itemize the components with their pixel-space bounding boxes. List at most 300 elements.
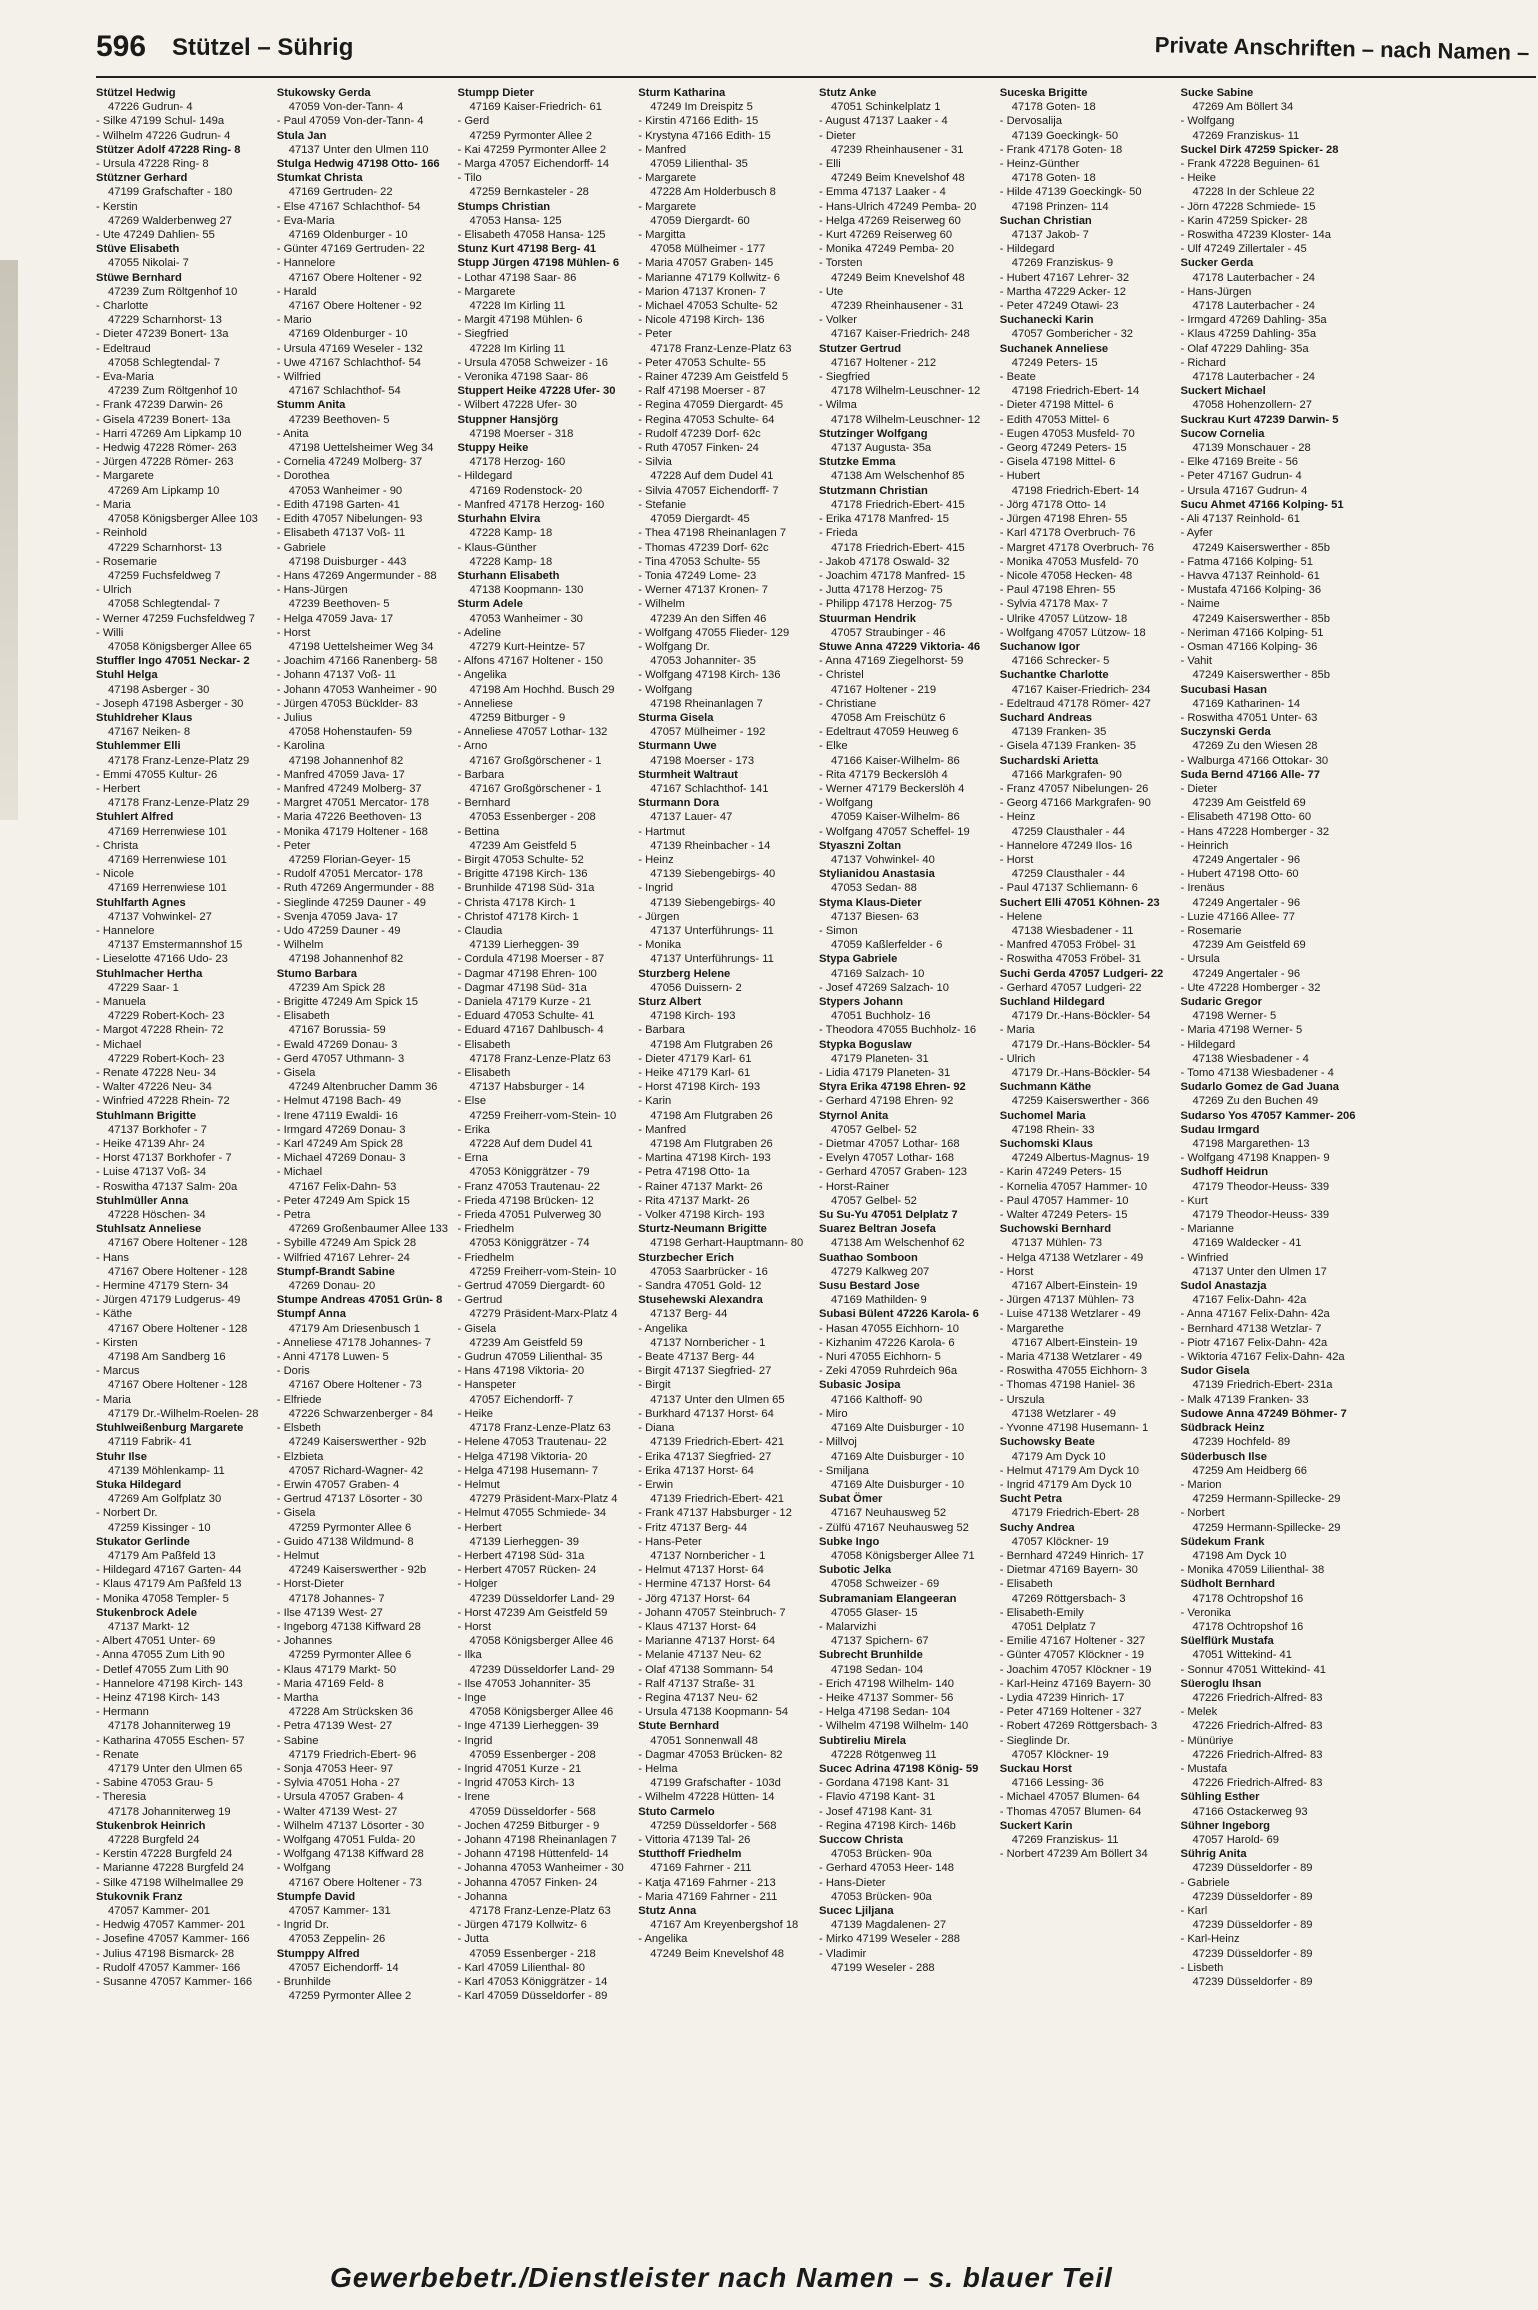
entry-person: - Kerstin 47228 Burgfeld 24 [96, 1848, 233, 1861]
entry-surname: Stuhlfarth Agnes [96, 896, 186, 909]
entry-surname: Suchan Christian [999, 214, 1092, 227]
entry-person: - Alfons 47167 Holtener - 150 [457, 655, 604, 668]
entry-person: - Kai 47259 Pyrmonter Allee 2 [457, 143, 607, 156]
entry-person: - Margarete [638, 172, 697, 185]
header-rule [96, 76, 1536, 78]
entry-address: 47198 Prinzen- 114 [1011, 200, 1109, 213]
entry-address: 47137 Mühlen- 73 [1011, 1237, 1102, 1250]
entry-address: 47198 Uettelsheimer Weg 34 [288, 442, 434, 455]
entry-person: - Bernhard [457, 797, 511, 810]
entry-person: - Ute 47249 Dahlien- 55 [96, 229, 215, 242]
entry-person: - Peter 47249 Am Spick 15 [276, 1194, 410, 1207]
entry-address: 47249 Im Dreispitz 5 [650, 101, 753, 114]
entry-person: - Edith 47057 Nibelungen- 93 [276, 513, 423, 526]
entry-person: - Burkhard 47137 Horst- 64 [638, 1407, 774, 1420]
entry-surname: Suchanow Igor [999, 640, 1080, 653]
entry-person: - Hans-Peter [638, 1535, 702, 1548]
entry-person: - Sylvia 47051 Hoha - 27 [276, 1777, 400, 1790]
entry-person: - Ursula 47057 Graben- 4 [276, 1791, 404, 1804]
entry-person: - Dagmar 47198 Süd- 31a [457, 981, 587, 994]
entry-address: 47228 Kamp- 18 [469, 527, 553, 540]
entry-person: - Anneliese 47057 Lothar- 132 [457, 726, 608, 739]
entry-person: - Robert 47269 Röttgersbach- 3 [999, 1720, 1158, 1733]
entry-surname: Stuka Hildegard [96, 1478, 182, 1491]
entry-address: 47249 Angertaler - 96 [1192, 896, 1301, 909]
entry-person: - Edith 47198 Garten- 41 [276, 498, 400, 511]
entry-address: 47167 Obere Holtener - 92 [288, 300, 422, 313]
entry-person: - Christel [819, 669, 864, 682]
entry-person: - Heike 47137 Sommer- 56 [819, 1691, 954, 1704]
entry-person: - Monika [638, 939, 682, 952]
entry-person: - Katja 47169 Fahrner - 213 [638, 1876, 776, 1889]
entry-person: - Frank 47137 Habsburger - 12 [638, 1507, 792, 1520]
entry-person: - Klaus 47179 Am Paßfeld 13 [96, 1578, 242, 1591]
entry-person: - Hildegard 47167 Garten- 44 [96, 1564, 242, 1577]
entry-address: 47167 Obere Holtener - 73 [288, 1379, 422, 1392]
entry-person: - Ursula 47058 Schweizer - 16 [457, 356, 608, 369]
entry-surname: Sturm Katharina [638, 87, 726, 99]
entry-person: - Renate 47228 Neu- 34 [96, 1067, 217, 1080]
entry-address: 47137 Unter den Ulmen 65 [650, 1393, 785, 1406]
entry-person: - Inge [457, 1691, 487, 1704]
entry-person: - Gisela [276, 1507, 316, 1520]
entry-person: - Heinz-Günther [999, 158, 1080, 171]
entry-address: 47167 Schlachthof- 54 [288, 385, 401, 398]
entry-surname: Suchantke Charlotte [999, 669, 1109, 682]
entry-person: - Hasan 47055 Eichhorn- 10 [819, 1322, 959, 1335]
entry-address: 47239 Hochfeld- 89 [1192, 1436, 1291, 1449]
entry-address: 47051 Sonnenwall 48 [650, 1734, 758, 1747]
entry-person: - Hannelore 47198 Kirch- 143 [96, 1677, 243, 1690]
entry-person: - Manuela [96, 996, 146, 1008]
entry-person: - Erich 47198 Wilhelm- 140 [819, 1677, 954, 1690]
entry-person: - Ayfer [1180, 527, 1213, 540]
entry-person: - Hubert 47198 Otto- 60 [1180, 868, 1299, 881]
entry-address: 47198 Am Dyck 10 [1192, 1549, 1287, 1562]
entry-person: - Ingrid 47053 Kirch- 13 [457, 1777, 575, 1790]
entry-address: 47137 Lauer- 47 [650, 811, 733, 824]
entry-person: - Helmut 47055 Schmiede- 34 [457, 1507, 607, 1520]
entry-address: 47139 Möhlenkamp- 11 [108, 1464, 225, 1477]
entry-person: - Hanspeter [457, 1379, 516, 1392]
entry-person: - Joachim 47178 Manfred- 15 [819, 569, 966, 582]
entry-address: 47259 Kaiserswerther - 366 [1011, 1095, 1150, 1108]
entry-surname: Suchomski Klaus [999, 1138, 1094, 1151]
entry-surname: Stumpe Andreas 47051 Grün- 8 [276, 1294, 443, 1307]
entry-person: - Frank 47228 Beguinen- 61 [1180, 158, 1320, 171]
page-number: 596 [96, 30, 147, 63]
entry-person: - Angelika [638, 1322, 688, 1335]
entry-surname: Suchland Hildegard [999, 996, 1105, 1008]
entry-address: 47198 Werner- 5 [1192, 1010, 1277, 1023]
entry-person: - Ursula 47169 Weseler - 132 [276, 342, 423, 355]
entry-address: 47198 Friedrich-Ebert- 14 [1011, 385, 1140, 398]
entry-address: 47249 Kaiserswerther - 85b [1192, 541, 1330, 554]
entry-person: - Ursula [1180, 953, 1220, 966]
entry-person: - Lothar 47198 Saar- 86 [457, 271, 577, 284]
entry-address: 47051 Buchholz- 16 [831, 1010, 931, 1023]
entry-address: 47167 Holtener - 212 [831, 356, 937, 369]
entry-person: - Ingrid Dr. [276, 1919, 329, 1932]
entry-person: - Wilfried 47167 Lehrer- 24 [276, 1251, 410, 1264]
entry-person: - Karl-Heinz 47169 Bayern- 30 [999, 1677, 1151, 1690]
entry-person: - Rudolf 47239 Dorf- 62c [638, 427, 761, 440]
entry-address: 47166 Markgrafen- 90 [1011, 768, 1122, 781]
directory-column [277, 86, 452, 2256]
entry-address: 47057 Straubinger - 46 [831, 626, 946, 639]
entry-address: 47167 Holtener - 219 [831, 683, 937, 696]
entry-person: - Wolfgang [1180, 115, 1235, 128]
entry-surname: Subasi Bülent 47226 Karola- 6 [819, 1308, 979, 1321]
entry-surname: Stutzmann Christian [819, 484, 928, 497]
entry-address: 47137 Nornbericher - 1 [650, 1336, 766, 1349]
entry-address: 47053 Essenberger - 208 [469, 811, 596, 824]
entry-address: 47167 Am Kreyenbergshof 18 [650, 1919, 799, 1932]
entry-person: - Joachim 47057 Klöckner - 19 [999, 1663, 1152, 1676]
entry-person: - Jürgen [638, 910, 680, 923]
entry-address: 47167 Obere Holtener - 73 [288, 1876, 422, 1889]
entry-address: 47259 Clausthaler - 44 [1011, 868, 1125, 881]
entry-address: 47198 Johannenhof 82 [288, 754, 404, 767]
entry-person: - Gisela 47198 Mittel- 6 [999, 456, 1116, 469]
entry-person: - Rainer 47137 Markt- 26 [638, 1180, 763, 1193]
entry-surname: Stuhr Ilse [96, 1450, 147, 1463]
entry-person: - Wilhelm 47198 Wilhelm- 140 [819, 1720, 969, 1733]
entry-person: - Angelika [638, 1933, 688, 1946]
entry-surname: Sturmann Dora [638, 797, 720, 810]
entry-surname: Suckrau Kurt 47239 Darwin- 5 [1180, 413, 1339, 426]
entry-person: - Birgit 47053 Schulte- 52 [457, 853, 584, 866]
entry-surname: Stupp Jürgen 47198 Mühlen- 6 [457, 257, 620, 270]
entry-person: - Dieter [819, 129, 856, 142]
entry-address: 47137 Emstermannshof 15 [108, 939, 243, 952]
entry-address: 47229 Robert-Koch- 23 [108, 1052, 225, 1065]
entry-person: - Walter 47249 Peters- 15 [999, 1209, 1128, 1222]
entry-person: - Dagmar 47198 Ehren- 100 [457, 967, 597, 980]
entry-surname: Süelflürk Mustafa [1180, 1635, 1274, 1648]
entry-surname: Subramaniam Elangeeran [819, 1592, 957, 1605]
entry-person: - Johanna 47057 Finken- 24 [457, 1876, 598, 1889]
entry-surname: Sudarlo Gomez de Gad Juana [1180, 1081, 1340, 1094]
entry-surname: Styra Erika 47198 Ehren- 92 [819, 1081, 966, 1094]
entry-surname: Sturhann Elisabeth [457, 569, 560, 582]
entry-person: - Theodora 47055 Buchholz- 16 [819, 1024, 977, 1037]
entry-person: - Horst [457, 1620, 492, 1633]
entry-address: 47249 Peters- 15 [1011, 356, 1098, 369]
directory-column [1000, 86, 1175, 2256]
entry-address: 47058 Königsberger Allee 103 [108, 513, 258, 526]
entry-address: 47269 Zu den Buchen 49 [1192, 1095, 1319, 1108]
entry-person: - Piotr 47167 Felix-Dahn- 42a [1180, 1336, 1328, 1349]
entry-surname: Stuhldreher Klaus [96, 711, 193, 724]
entry-person: - Regina 47059 Diergardt- 45 [638, 399, 784, 412]
entry-person: - Maria 47169 Feld- 8 [276, 1677, 384, 1690]
entry-person: - Urszula [999, 1393, 1045, 1406]
entry-person: - Margarete [96, 470, 154, 483]
entry-surname: Sudhoff Heidrun [1180, 1166, 1269, 1179]
entry-person: - Miro [819, 1407, 848, 1420]
entry-person: - Peter 47167 Gudrun- 4 [1180, 470, 1302, 483]
entry-person: - Sieglinde 47259 Dauner - 49 [276, 896, 427, 909]
entry-surname: Stuhlmüller Anna [96, 1194, 189, 1207]
entry-person: - Elisabeth 47137 Voß- 11 [276, 527, 406, 540]
entry-person: - Brigitte 47249 Am Spick 15 [276, 996, 418, 1008]
footer-note: Gewerbebetr./Dienstleister nach Namen – s. blauer Teil [330, 2262, 1113, 2293]
entry-person: - Hermine 47179 Stern- 34 [96, 1280, 229, 1293]
entry-person: - Jakob 47178 Oswald- 32 [819, 555, 950, 568]
entry-address: 47259 Bernkasteler - 28 [469, 186, 589, 199]
entry-address: 47058 Schweizer - 69 [831, 1578, 940, 1591]
entry-address: 47178 Lauterbacher - 24 [1192, 300, 1316, 313]
entry-address: 47178 Wilhelm-Leuschner- 12 [831, 385, 981, 398]
entry-address: 47226 Friedrich-Alfred- 83 [1192, 1777, 1323, 1790]
entry-person: - Kerstin [96, 200, 138, 213]
entry-address: 47167 Borussia- 59 [288, 1024, 386, 1037]
entry-address: 47198 Moerser - 318 [469, 427, 574, 440]
entry-surname: Sucu Ahmet 47166 Kolping- 51 [1180, 498, 1344, 511]
entry-surname: Stüve Elisabeth [96, 243, 180, 256]
entry-person: - Helmut 47137 Horst- 64 [638, 1564, 764, 1577]
entry-person: - Reinhold [96, 527, 147, 540]
entry-surname: Su Su-Yu 47051 Delplatz 7 [819, 1209, 958, 1222]
entry-address: 47178 Franz-Lenze-Platz 63 [650, 342, 792, 355]
entry-address: 47058 Königsberger Allee 46 [469, 1706, 614, 1719]
entry-address: 47058 Am Freischütz 6 [831, 711, 946, 724]
entry-person: - Marcus [96, 1365, 140, 1378]
entry-person: - Adeline [457, 626, 502, 639]
entry-person: - Wolfgang 47057 Scheffel- 19 [819, 825, 970, 838]
entry-person: - Marion [1180, 1478, 1222, 1491]
entry-address: 47198 Duisburger - 443 [288, 555, 407, 568]
entry-person: - Elli [819, 158, 841, 171]
entry-person: - Jürgen 47228 Römer- 263 [96, 456, 234, 469]
entry-person: - Ali 47137 Reinhold- 61 [1180, 513, 1300, 526]
entry-person: - Sabine [276, 1734, 319, 1747]
entry-person: - Charlotte [96, 300, 149, 313]
entry-person: - Julius 47198 Bismarck- 28 [96, 1947, 235, 1960]
entry-person: - Werner 47259 Fuchsfeldweg 7 [96, 612, 255, 625]
entry-person: - Karl 47059 Lilienthal- 80 [457, 1961, 585, 1974]
entry-person: - Ingrid [638, 882, 674, 895]
entry-surname: Stuhlweißenburg Margarete [96, 1422, 244, 1435]
entry-person: - Hildegard [457, 470, 513, 483]
entry-person: - Horst-Dieter [276, 1578, 344, 1591]
entry-person: - Ulf 47249 Zillertaler - 45 [1180, 243, 1307, 256]
entry-address: 47178 Ochtropshof 16 [1192, 1592, 1304, 1605]
entry-address: 47259 Am Heidberg 66 [1192, 1464, 1307, 1477]
entry-person: - Volker 47198 Kirch- 193 [638, 1209, 765, 1222]
entry-person: - Frieda [819, 527, 858, 540]
entry-address: 47178 Johanniterweg 19 [108, 1720, 231, 1733]
entry-person: - Gabriele [276, 541, 326, 554]
entry-person: - Martha [276, 1691, 319, 1704]
entry-person: - Margret 47178 Overbruch- 76 [999, 541, 1154, 554]
entry-surname: Stuhlmacher Hertha [96, 967, 203, 980]
entry-surname: Stumkat Christa [276, 172, 363, 185]
entry-person: - Nicole 47058 Hecken- 48 [999, 569, 1133, 582]
entry-person: - Cordula 47198 Moerser - 87 [457, 953, 605, 966]
entry-address: 47137 Berg- 44 [650, 1308, 728, 1321]
entry-person: - Thomas 47057 Blumen- 64 [999, 1805, 1142, 1818]
entry-person: - Barbara [638, 1024, 685, 1037]
entry-person: - Josefine 47057 Kammer- 166 [96, 1933, 250, 1946]
entry-surname: Suathao Somboon [819, 1251, 918, 1264]
entry-surname: Sucec Ljiljana [819, 1905, 894, 1917]
entry-address: 47239 Am Geistfeld 5 [469, 839, 577, 852]
entry-person: - Hannelore [96, 924, 155, 937]
name-range-title: Stützel – Sührig [172, 34, 354, 61]
entry-surname: Stunz Kurt 47198 Berg- 41 [457, 243, 597, 256]
entry-person: - Gerhard 47198 Ehren- 92 [819, 1095, 954, 1108]
entry-person: - Thomas 47239 Dorf- 62c [638, 541, 769, 554]
entry-surname: Stypka Boguslaw [819, 1038, 912, 1051]
entry-surname: Stutthoff Friedhelm [638, 1848, 742, 1861]
entry-person: - Paul 47057 Hammer- 10 [999, 1194, 1129, 1207]
entry-person: - Elfriede [276, 1393, 322, 1406]
entry-person: - Ewald 47269 Donau- 3 [276, 1038, 398, 1051]
entry-person: - Maria 47226 Beethoven- 13 [276, 811, 422, 824]
entry-person: - Maria 47198 Werner- 5 [1180, 1024, 1303, 1037]
entry-surname: Stutz Anna [638, 1905, 697, 1917]
entry-person: - Wolfgang 47198 Kirch- 136 [638, 669, 781, 682]
entry-person: - Joachim 47166 Ranenberg- 58 [276, 655, 438, 668]
entry-person: - Regina 47137 Neu- 62 [638, 1691, 758, 1704]
entry-surname: Sucker Gerda [1180, 257, 1254, 270]
entry-surname: Suchert Elli 47051 Köhnen- 23 [999, 896, 1160, 909]
entry-address: 47137 Nornbericher - 1 [650, 1549, 766, 1562]
entry-address: 47139 Rheinbacher - 14 [650, 839, 771, 852]
entry-person: - Dervosalija [999, 115, 1062, 128]
entry-person: - Evelyn 47057 Lothar- 168 [819, 1152, 954, 1165]
entry-surname: Suda Bernd 47166 Alle- 77 [1180, 768, 1320, 781]
entry-person: - Elisabeth-Emily [999, 1606, 1084, 1619]
entry-surname: Stutz Anke [819, 87, 877, 99]
entry-address: 47139 Franken- 35 [1011, 726, 1107, 739]
entry-person: - Anneliese 47178 Johannes- 7 [276, 1336, 432, 1349]
entry-person: - Friedhelm [457, 1251, 515, 1264]
entry-surname: Sturm Adele [457, 598, 523, 611]
entry-person: - Luise 47137 Voß- 34 [96, 1166, 207, 1179]
entry-person: - Wilhelm 47226 Gudrun- 4 [96, 129, 231, 142]
entry-surname: Sturzberg Helene [638, 967, 731, 980]
entry-person: - Vahit [1180, 655, 1213, 668]
entry-person: - Inge 47139 Lierheggen- 39 [457, 1720, 599, 1733]
entry-surname: Stützel Hedwig [96, 87, 176, 99]
entry-person: - Erna [457, 1152, 488, 1165]
entry-person: - Kirsten [96, 1336, 138, 1349]
entry-person: - Rita 47137 Markt- 26 [638, 1194, 750, 1207]
entry-person: - Karl 47178 Overbruch- 76 [999, 527, 1136, 540]
entry-person: - Hedwig 47057 Kammer- 201 [96, 1919, 246, 1932]
entry-surname: Stukator Gerlinde [96, 1535, 190, 1548]
entry-person: - Marianne 47228 Burgfeld 24 [96, 1862, 245, 1875]
entry-person: - Rosemarie [1180, 924, 1242, 937]
entry-address: 47137 Unter den Ulmen 17 [1192, 1265, 1327, 1278]
entry-person: - Wiktoria 47167 Felix-Dahn- 42a [1180, 1351, 1345, 1364]
entry-address: 47051 Wittekind- 41 [1192, 1649, 1293, 1662]
entry-person: - Doris [276, 1365, 310, 1378]
entry-address: 47179 Theodor-Heuss- 339 [1192, 1209, 1330, 1222]
entry-person: - Hartmut [638, 825, 685, 838]
entry-person: - Jürgen 47198 Ehren- 55 [999, 513, 1128, 526]
entry-person: - Michael 47269 Donau- 3 [276, 1152, 406, 1165]
entry-address: 47249 Albertus-Magnus- 19 [1011, 1152, 1150, 1165]
entry-address: 47137 Biesen- 63 [831, 910, 919, 923]
entry-address: 47239 Düsseldorfer Land- 29 [469, 1663, 615, 1676]
entry-surname: Suckel Dirk 47259 Spicker- 28 [1180, 143, 1339, 156]
entry-person: - Peter 47249 Otawi- 23 [999, 300, 1119, 313]
entry-person: - Norbert 47239 Am Böllert 34 [999, 1848, 1148, 1861]
entry-person: - Dagmar 47053 Brücken- 82 [638, 1748, 783, 1761]
entry-person: - Edeltraud 47178 Römer- 427 [999, 697, 1151, 710]
entry-person: - Gertrud [457, 1294, 503, 1307]
entry-person: - Marianne 47137 Horst- 64 [638, 1635, 776, 1648]
entry-person: - Dieter 47179 Karl- 61 [638, 1052, 752, 1065]
entry-person: - Rita 47179 Beckerslöh 4 [819, 768, 948, 781]
entry-address: 47226 Friedrich-Alfred- 83 [1192, 1748, 1323, 1761]
entry-person: - Heike 47139 Ahr- 24 [96, 1138, 205, 1151]
entry-person: - Anni 47178 Luwen- 5 [276, 1351, 389, 1364]
entry-person: - Elzbieta [276, 1450, 324, 1463]
entry-address: 47249 Kaiserswerther - 85b [1192, 612, 1330, 625]
entry-person: - Herbert [96, 782, 141, 795]
entry-person: - Havva 47137 Reinhold- 61 [1180, 569, 1320, 582]
entry-address: 47057 Gelbel- 52 [831, 1123, 917, 1136]
entry-person: - Silvia [638, 456, 672, 469]
entry-address: 47058 Hohenzollern- 27 [1192, 399, 1312, 412]
entry-person: - Michael [96, 1038, 142, 1051]
entry-person: - Jörg 47137 Horst- 64 [638, 1592, 751, 1605]
entry-address: 47228 Burgfeld 24 [108, 1833, 200, 1846]
entry-person: - Heinrich [1180, 839, 1229, 852]
entry-surname: Stula Jan [276, 129, 327, 142]
entry-person: - Jürgen 47179 Kollwitz- 6 [457, 1919, 587, 1932]
entry-person: - Johann 47137 Voß- 11 [276, 669, 396, 682]
entry-person: - Elke [819, 740, 848, 753]
entry-person: - Hannelore [276, 257, 336, 270]
entry-person: - Malarvizhi [819, 1620, 877, 1633]
entry-address: 47053 Brücken- 90a [831, 1890, 932, 1903]
entry-person: - Ilse 47053 Johanniter- 35 [457, 1677, 591, 1690]
entry-surname: Südekum Frank [1180, 1535, 1265, 1548]
entry-person: - Eva-Maria [96, 371, 154, 384]
entry-address: 47259 Pyrmonter Allee 2 [288, 1990, 412, 2003]
entry-surname: Stüwe Bernhard [96, 271, 182, 284]
entry-person: - Dorothea [276, 470, 330, 483]
entry-address: 47226 Gudrun- 4 [108, 101, 193, 114]
entry-person: - Nuri 47055 Eichhorn- 5 [819, 1351, 941, 1364]
entry-person: - Eva-Maria [276, 214, 335, 227]
entry-person: - Mustafa [1180, 1762, 1228, 1775]
entry-address: 47059 Essenberger - 208 [469, 1748, 596, 1761]
entry-address: 47167 Obere Holtener - 128 [108, 1322, 248, 1335]
entry-person: - Helmut 47179 Am Dyck 10 [999, 1464, 1140, 1477]
entry-person: - Lidia 47179 Planeten- 31 [819, 1067, 951, 1080]
entry-person: - Ingrid 47051 Kurze - 21 [457, 1762, 582, 1775]
entry-person: - Karl-Heinz [1180, 1933, 1240, 1946]
entry-person: - Monika 47249 Pemba- 20 [819, 243, 954, 256]
entry-person: - Günter 47169 Gertruden- 22 [276, 243, 425, 256]
entry-address: 47167 Obere Holtener - 128 [108, 1265, 248, 1278]
entry-person: - Frank 47239 Darwin- 26 [96, 399, 223, 412]
entry-address: 47057 Harold- 69 [1192, 1833, 1279, 1846]
entry-address: 47198 Friedrich-Ebert- 14 [1011, 484, 1140, 497]
entry-address: 47279 Kurt-Heintze- 57 [469, 640, 586, 653]
entry-person: - Margitta [638, 229, 686, 242]
entry-person: - Eugen 47053 Musfeld- 70 [999, 427, 1135, 440]
entry-person: - Monika 47179 Holtener - 168 [276, 825, 428, 838]
entry-surname: Suchomel Maria [999, 1109, 1086, 1122]
